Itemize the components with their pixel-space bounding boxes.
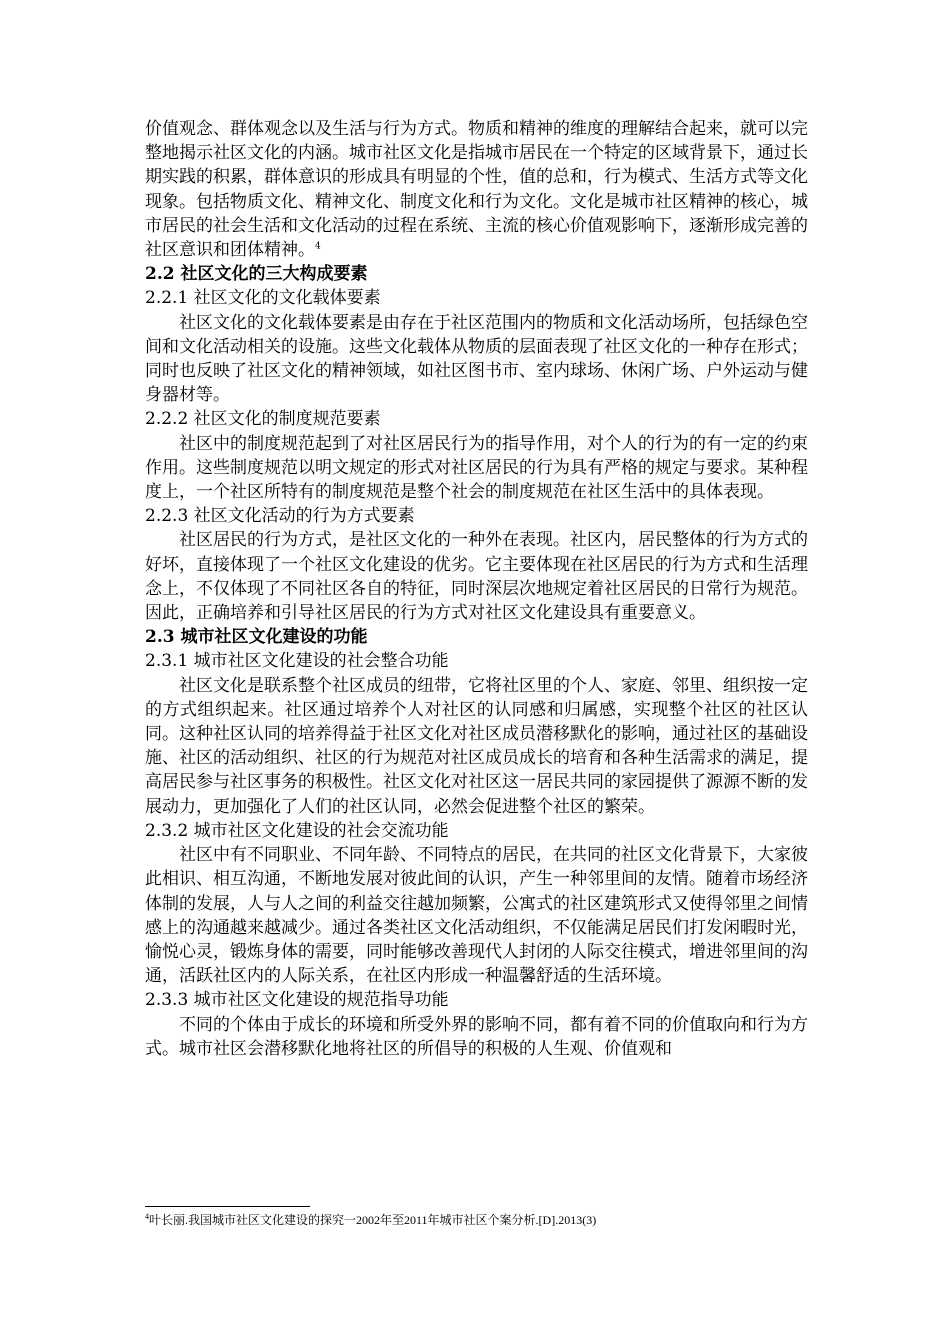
body-paragraph: 不同的个体由于成长的环境和所受外界的影响不同，都有着不同的价值取向和行为方式。城市社区会潜移默化地将社区的所倡导的积极的人生观、价值观和 xyxy=(145,1014,808,1059)
section-heading: 2.3 城市社区文化建设的功能 xyxy=(145,627,368,648)
subsection-heading: 2.3.2 城市社区文化建设的社会交流功能 xyxy=(145,820,449,841)
body-paragraph: 社区文化是联系整个社区成员的纽带，它将社区里的个人、家庭、邻里、组织按一定的方式组织起来。社区通过培养个人对社区的认同感和归属感，实现整个社区的社区认同。这种社区认同的培养得益于社区文化对社区成员潜移默化的影响，通过社区的基础设施、社区的活动组织、社区的行为规范对社区成员成长的培育和各种生活需求的满足，提高居民参与社区事务的积极性。社区文化对社区这一居民共同的家园提供了源源不断的发展动力，更加强化了人们的社区认同，必然会促进整个社区的繁荣。 xyxy=(145,675,808,817)
body-paragraph: 社区中有不同职业、不同年龄、不同特点的居民，在共同的社区文化背景下，大家彼此相识、相互沟通，不断地发展对彼此间的认识，产生一种邻里间的友情。随着市场经济体制的发展，人与人之间的利益交往越加频繁，公寓式的社区建筑形式又使得邻里之间情感上的沟通越来越减少。通过各类社区文化活动组织，不仅能满足居民们打发闲暇时光，愉悦心灵，锻炼身体的需要，同时能够改善现代人封闭的人际交往模式，增进邻里间的沟通，活跃社区内的人际关系，在社区内形成一种温馨舒适的生活环境。 xyxy=(145,845,808,987)
body-paragraph: 社区文化的文化载体要素是由存在于社区范围内的物质和文化活动场所，包括绿色空间和文化活动相关的设施。这些文化载体从物质的层面表现了社区文化的一种存在形式；同时也反映了社区文化的精神领域，如社区图书市、室内球场、休闲广场、户外运动与健身器材等。 xyxy=(145,312,808,406)
section-heading: 2.2 社区文化的三大构成要素 xyxy=(145,264,368,285)
body-paragraph: 价值观念、群体观念以及生活与行为方式。物质和精神的维度的理解结合起来，就可以完整地揭示社区文化的内涵。城市社区文化是指城市居民在一个特定的区域背景下，通过长期实践的积累，群体意识的形成具有明显的个性，值的总和，行为模式、生活方式等文化现象。包括物质文化、精神文化、制度文化和行为文化。文化是城市社区精神的核心，城市居民的社会生活和文化活动的过程在系统、主流的核心价值观影响下，逐渐形成完善的社区意识和团体精神。$^4$ xyxy=(145,119,808,261)
document-body xyxy=(145,117,808,1061)
footnote xyxy=(145,1212,845,1228)
body-paragraph: 社区居民的行为方式，是社区文化的一种外在表现。社区内，居民整体的行为方式的好坏，直接体现了一个社区文化建设的优劣。它主要体现在社区居民的行为方式和生活理念上，不仅体现了不同社区各自的特征，同时深层次地规定着社区居民的日常行为规范。因此，正确培养和引导社区居民的行为方式对社区文化建设具有重要意义。 xyxy=(145,530,808,624)
footnote-mark: 4 xyxy=(145,1212,149,1221)
subsection-heading: 2.2.2 社区文化的制度规范要素 xyxy=(145,409,381,430)
subsection-heading: 2.2.1 社区文化的文化载体要素 xyxy=(145,288,381,309)
subsection-heading: 2.2.3 社区文化活动的行为方式要素 xyxy=(145,506,415,527)
subsection-heading: 2.3.3 城市社区文化建设的规范指导功能 xyxy=(145,990,449,1011)
footnote-text: 叶长丽.我国城市社区文化建设的探究一2002年至2011年城市社区个案分析.[D].2013(3) xyxy=(149,1213,597,1227)
footnote-divider xyxy=(145,1206,310,1207)
body-paragraph: 社区中的制度规范起到了对社区居民行为的指导作用，对个人的行为的有一定的约束作用。这些制度规范以明文规定的形式对社区居民的行为具有严格的规定与要求。某种程度上，一个社区所特有的制度规范是整个社会的制度规范在社区生活中的具体表现。 xyxy=(145,433,808,503)
subsection-heading: 2.3.1 城市社区文化建设的社会整合功能 xyxy=(145,651,449,672)
footnote-ref[interactable]: 4 xyxy=(315,241,321,252)
